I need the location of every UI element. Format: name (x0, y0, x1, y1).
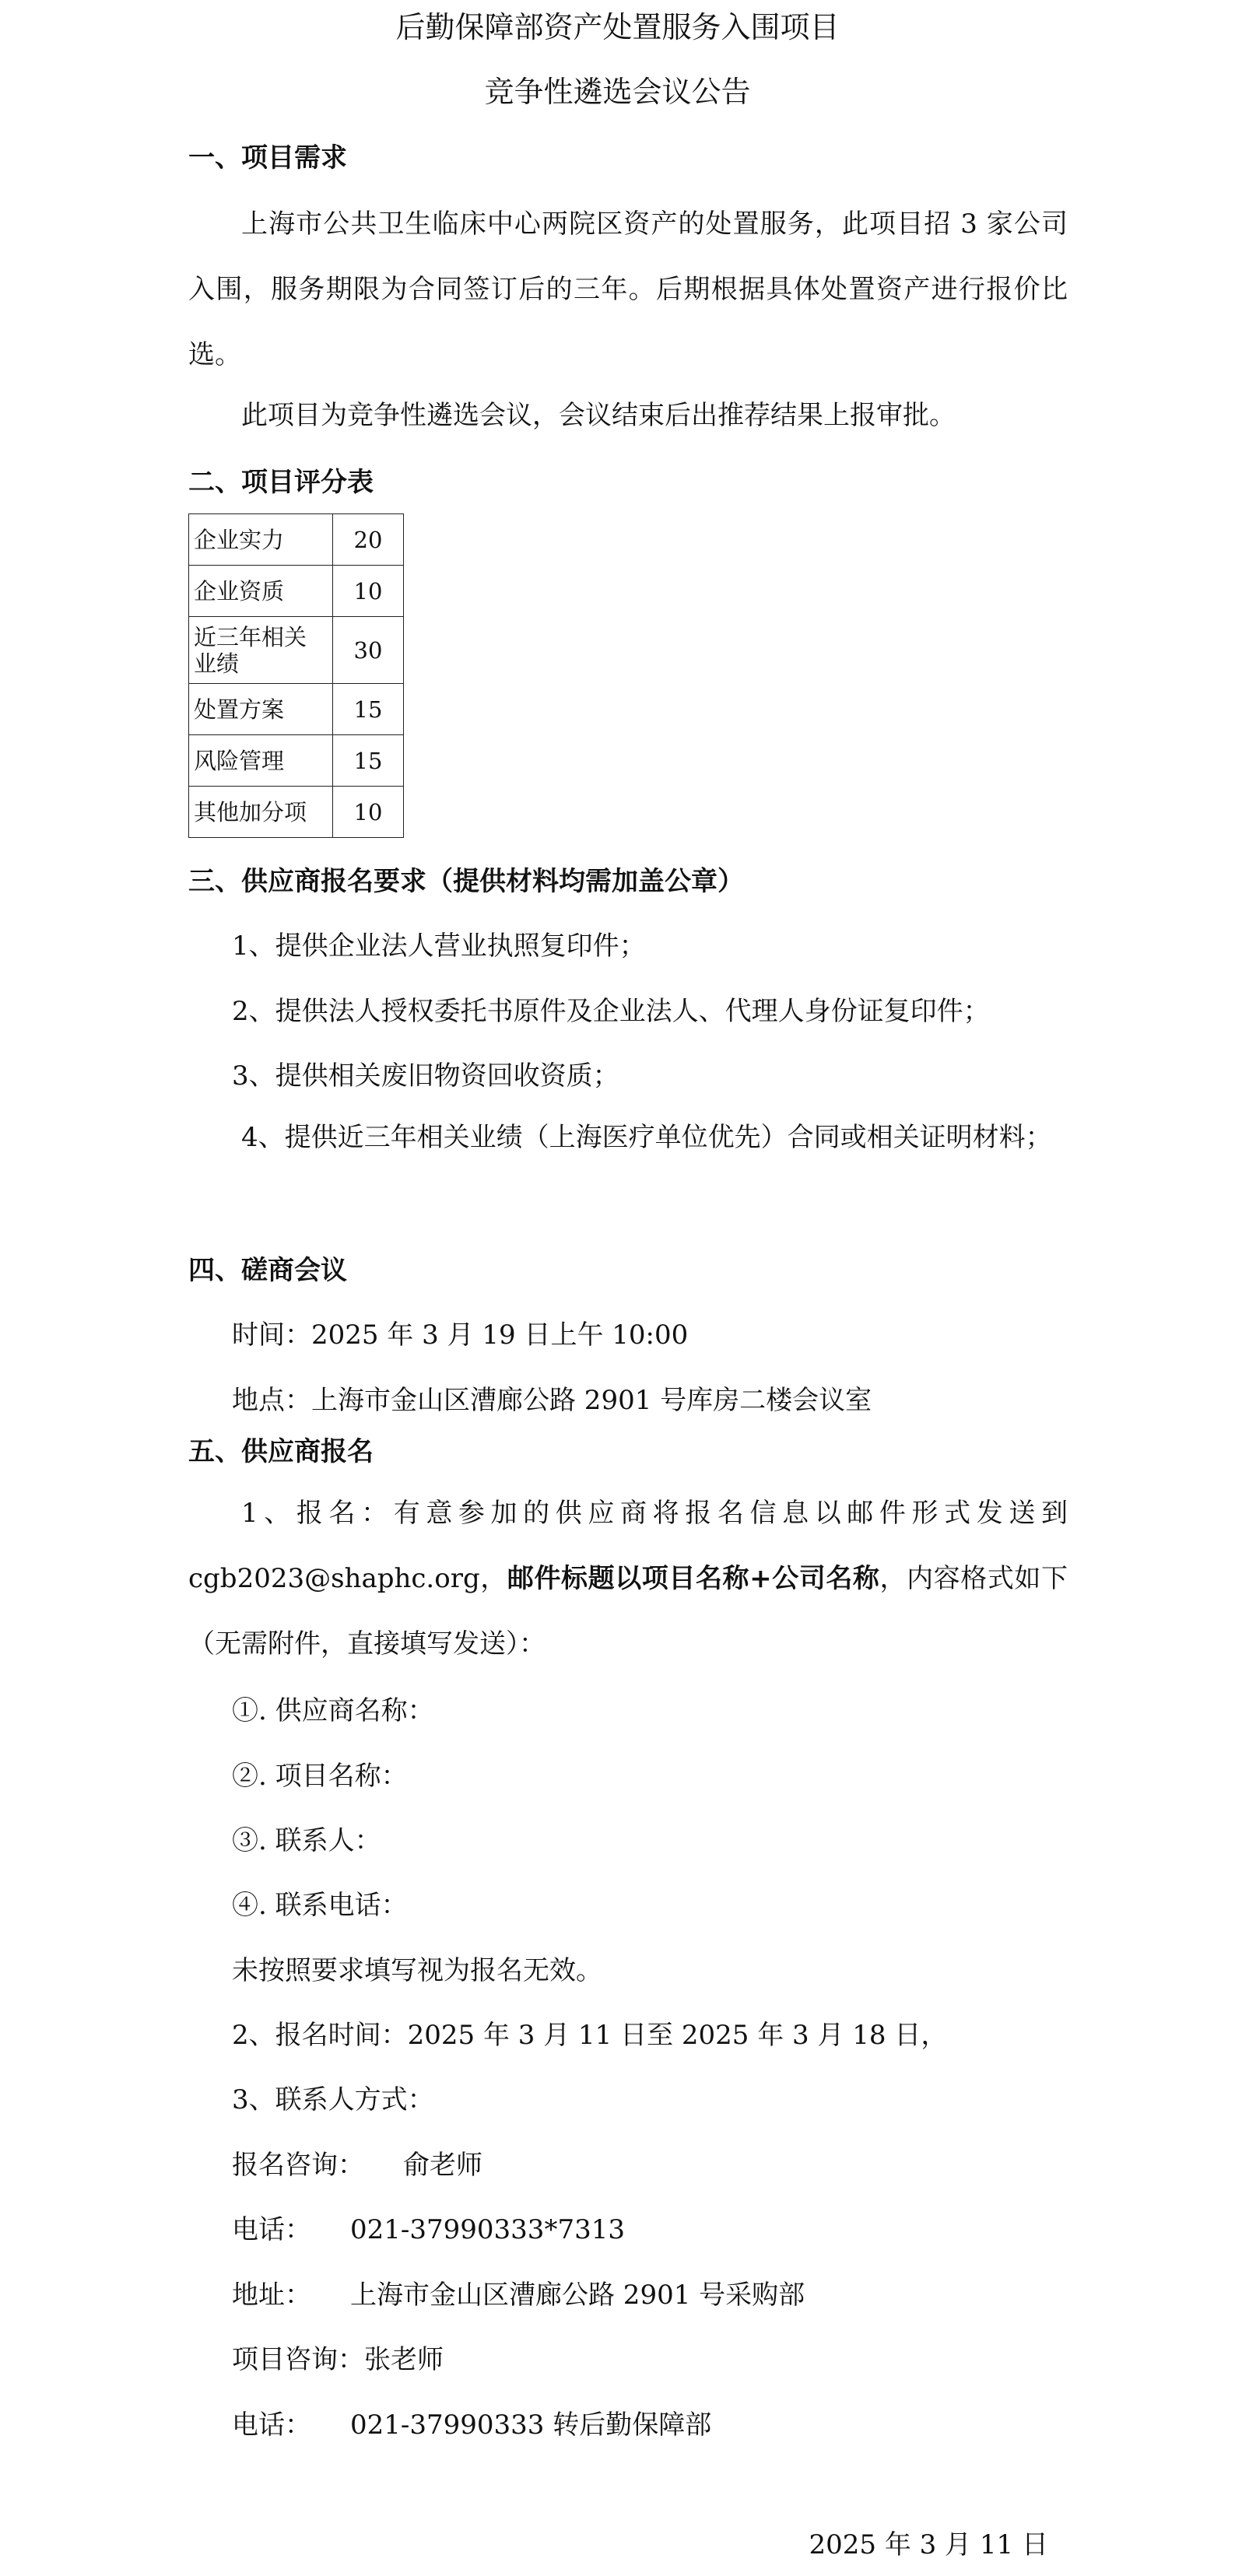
contact-heading: 3、联系人方式： (232, 2084, 434, 2115)
table-row (189, 735, 404, 787)
signup-subject-rule: 邮件标题以项目名称+公司名称 (507, 1563, 880, 1594)
signup-text: 1、报名：有意参加的供应商将报名信息以邮件形式发送到 cgb2023@shaphc.org， (188, 1498, 1068, 1594)
section1-paragraph-2: 此项目为竞争性遴选会议，会议结束后出推荐结果上报审批。 (241, 400, 956, 431)
criterion-score: 20 (333, 514, 404, 566)
table-row (189, 514, 404, 566)
project-phone-label: 电话： (232, 2410, 311, 2441)
requirement-item: 2、提供法人授权委托书原件及企业法人、代理人身份证复印件； (232, 996, 990, 1027)
table-row (189, 566, 404, 617)
criterion-score: 15 (333, 684, 404, 735)
criterion-label: 企业实力 (189, 514, 333, 566)
section1-heading: 一、项目需求 (188, 142, 347, 173)
contact-consult-label: 报名咨询： (232, 2150, 364, 2181)
meeting-time: 时间：2025 年 3 月 19 日上午 10:00 (232, 1320, 689, 1351)
signup-text-end: ，内容格式如下（无需附件，直接填写发送）： (188, 1563, 1068, 1660)
table-row (189, 617, 404, 684)
requirement-item: 3、提供相关废旧物资回收资质； (232, 1060, 619, 1092)
document-title-line2: 竞争性遴选会议公告 (484, 75, 751, 109)
project-consult-name: 张老师 (364, 2344, 444, 2375)
section5-heading: 五、供应商报名 (188, 1436, 374, 1467)
contact-consult-name: 俞老师 (403, 2150, 482, 2181)
project-phone-number: 021-37990333 转后勤保障部 (350, 2410, 712, 2441)
criterion-label: 其他加分项 (189, 787, 333, 838)
contact-address-label: 地址： (232, 2280, 311, 2311)
criterion-score: 15 (333, 735, 404, 787)
invalid-note: 未按照要求填写视为报名无效。 (232, 1955, 602, 1986)
scoring-table (188, 513, 404, 838)
section1-paragraph-1: 上海市公共卫生临床中心两院区资产的处置服务，此项目招 3 家公司入围，服务期限为合同签订后的三年。后期根据具体处置资产进行报价比选。 (188, 209, 1068, 370)
contact-phone-number: 021-37990333*7313 (350, 2214, 625, 2245)
section3-heading: 三、供应商报名要求（提供材料均需加盖公章） (188, 866, 744, 897)
requirement-item: 1、提供企业法人营业执照复印件； (232, 931, 646, 962)
criterion-label: 近三年相关业绩 (189, 617, 333, 684)
criterion-label: 风险管理 (189, 735, 333, 787)
criterion-score: 10 (333, 787, 404, 838)
project-phone (232, 2407, 711, 2443)
requirement-item: 4、提供近三年相关业绩（上海医疗单位优先）合同或相关证明材料； (241, 1122, 1052, 1153)
contact-phone (232, 2212, 625, 2248)
criterion-score: 30 (333, 617, 404, 684)
contact-phone-label: 电话： (232, 2214, 311, 2245)
table-row (189, 787, 404, 838)
contact-consult (232, 2147, 482, 2183)
document-title-line1: 后勤保障部资产处置服务入围项目 (395, 10, 840, 44)
form-field-supplier: ①. 供应商名称： (232, 1695, 434, 1726)
meeting-place: 地点：上海市金山区漕廊公路 2901 号库房二楼会议室 (232, 1385, 872, 1416)
section2-heading: 二、项目评分表 (188, 467, 374, 498)
table-row (189, 684, 404, 735)
contact-address (232, 2277, 805, 2313)
criterion-score: 10 (333, 566, 404, 617)
project-consult-label: 项目咨询： (232, 2344, 364, 2375)
criterion-label: 处置方案 (189, 684, 333, 735)
contact-address-value: 上海市金山区漕廊公路 2901 号采购部 (350, 2280, 805, 2311)
project-consult (232, 2342, 444, 2378)
signup-instructions (188, 1481, 1068, 1677)
announcement-date: 2025 年 3 月 11 日 (809, 2529, 1048, 2560)
form-field-project: ②. 项目名称： (232, 1761, 408, 1792)
criterion-label: 企业资质 (189, 566, 333, 617)
section4-heading: 四、磋商会议 (188, 1255, 347, 1286)
form-field-contact: ③. 联系人： (232, 1825, 381, 1856)
form-field-phone: ④. 联系电话： (232, 1890, 408, 1921)
signup-period: 2、报名时间：2025 年 3 月 11 日至 2025 年 3 月 18 日， (232, 2020, 948, 2051)
